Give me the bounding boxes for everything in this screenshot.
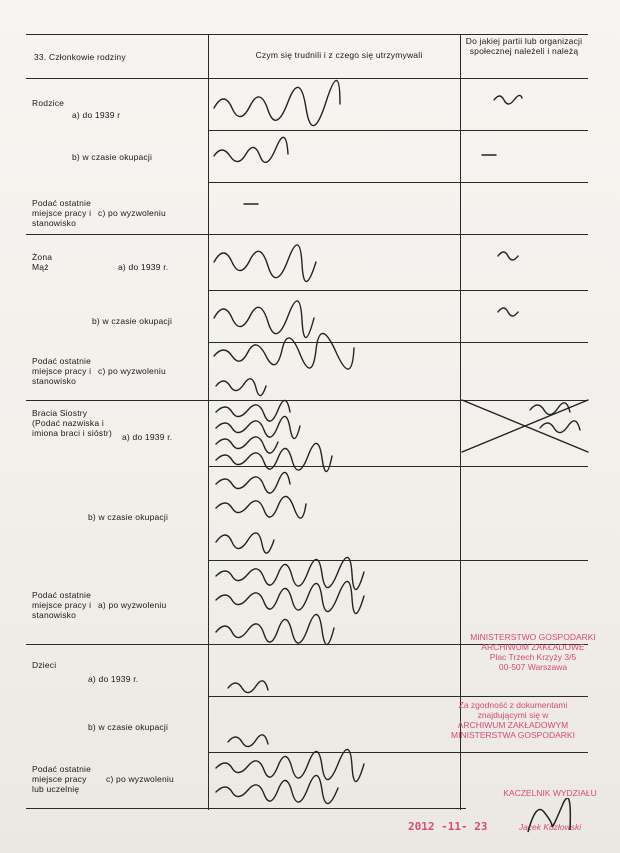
children-period-c: c) po wyzwoleniu <box>106 774 174 784</box>
certification-stamp-line: znajdującymi się w <box>477 710 549 720</box>
handwriting-scribble <box>498 308 518 316</box>
spouse-period-c: c) po wyzwoleniu <box>98 366 166 376</box>
children-period-a: a) do 1939 r. <box>88 674 139 684</box>
handwriting-scribble <box>216 533 274 553</box>
siblings-period-a: a) do 1939 r. <box>122 432 173 442</box>
signature <box>524 798 574 838</box>
handwriting-scribble <box>216 379 266 396</box>
handwriting-scribble <box>216 614 334 644</box>
children-group-label: Dzieci <box>32 660 57 670</box>
header-occupation: Czym się trudnili i z czego się utrzymywali <box>255 50 423 60</box>
handwriting-scribble <box>216 496 306 518</box>
parents-workplace-label: Podać ostatnie miejsce pracy i stanowisko <box>32 198 92 228</box>
signatory-title: KACZELNIK WYDZIAŁU <box>503 788 597 798</box>
certification-stamp-line: MINISTERSTWA GOSPODARKI <box>451 730 575 740</box>
handwriting-scribble <box>214 137 288 162</box>
handwriting-scribble <box>216 557 364 589</box>
children-period-b: b) w czasie okupacji <box>88 722 169 732</box>
siblings-workplace-label: Podać ostatnie miejsce pracy i stanowisko <box>32 590 92 620</box>
archive-stamp-line: MINISTERSTWO GOSPODARKI <box>470 632 596 642</box>
parents-period-c: c) po wyzwoleniu <box>98 208 166 218</box>
handwriting-scribble <box>216 400 290 421</box>
handwriting-scribble <box>216 775 338 803</box>
archive-stamp-line: 00-507 Warszawa <box>498 662 568 672</box>
certification-stamp <box>408 700 618 740</box>
handwriting-scribble <box>216 581 364 613</box>
parents-period-b: b) w czasie okupacji <box>72 152 153 162</box>
handwriting-scribble <box>214 80 340 125</box>
handwriting-scribble <box>530 403 570 415</box>
spouse-period-a: a) do 1939 r. <box>118 262 169 272</box>
handwriting-scribble <box>216 416 300 438</box>
header-party: Do jakiej partii lub organizacji społecznej należeli i należą <box>465 36 583 56</box>
handwriting-scribble <box>498 252 518 260</box>
siblings-period-c: a) po wyzwoleniu <box>98 600 167 610</box>
spouse-period-b: b) w czasie okupacji <box>92 316 173 326</box>
handwriting-scribble <box>494 95 522 104</box>
certification-stamp-line: Za zgodność z dokumentami <box>458 700 568 710</box>
handwriting-scribble <box>216 749 364 781</box>
header-family-members: 33. Członkowie rodziny <box>34 52 126 62</box>
handwriting-scribble <box>214 301 314 338</box>
certification-stamp-line: ARCHIWUM ZAKŁADOWYM <box>457 720 569 730</box>
signatory-name: Jacek Kozłowski <box>518 822 582 832</box>
parents-group-label: Rodzice <box>32 98 65 108</box>
siblings-group-label: Bracia Siostry (Podać nazwiska i imiona braci i sióstr) <box>32 408 112 438</box>
siblings-period-b: b) w czasie okupacji <box>88 512 169 522</box>
handwriting-scribble <box>216 437 278 453</box>
date-stamp: 2012 -11- 23 <box>408 820 488 833</box>
handwriting-scribble <box>214 245 316 282</box>
handwriting-scribble <box>540 421 580 433</box>
handwriting-scribble <box>228 735 268 747</box>
children-workplace-label: Podać ostatnie miejsce pracy lub uczelnię <box>32 764 92 794</box>
archive-stamp-line: Plac Trzech Krzyży 3/5 <box>489 652 577 662</box>
archive-stamp <box>448 632 618 672</box>
archive-stamp-line: ARCHIWUM ZAKŁADOWE <box>481 642 585 652</box>
handwriting-scribble <box>216 472 290 493</box>
spouse-workplace-label: Podać ostatnie miejsce pracy i stanowisko <box>32 356 92 386</box>
parents-period-a: a) do 1939 r <box>72 110 121 120</box>
handwriting-scribble <box>214 333 354 369</box>
handwriting-scribble <box>216 443 332 471</box>
spouse-group-label: Żona Mąż <box>32 252 53 272</box>
handwriting-scribble <box>228 681 268 693</box>
